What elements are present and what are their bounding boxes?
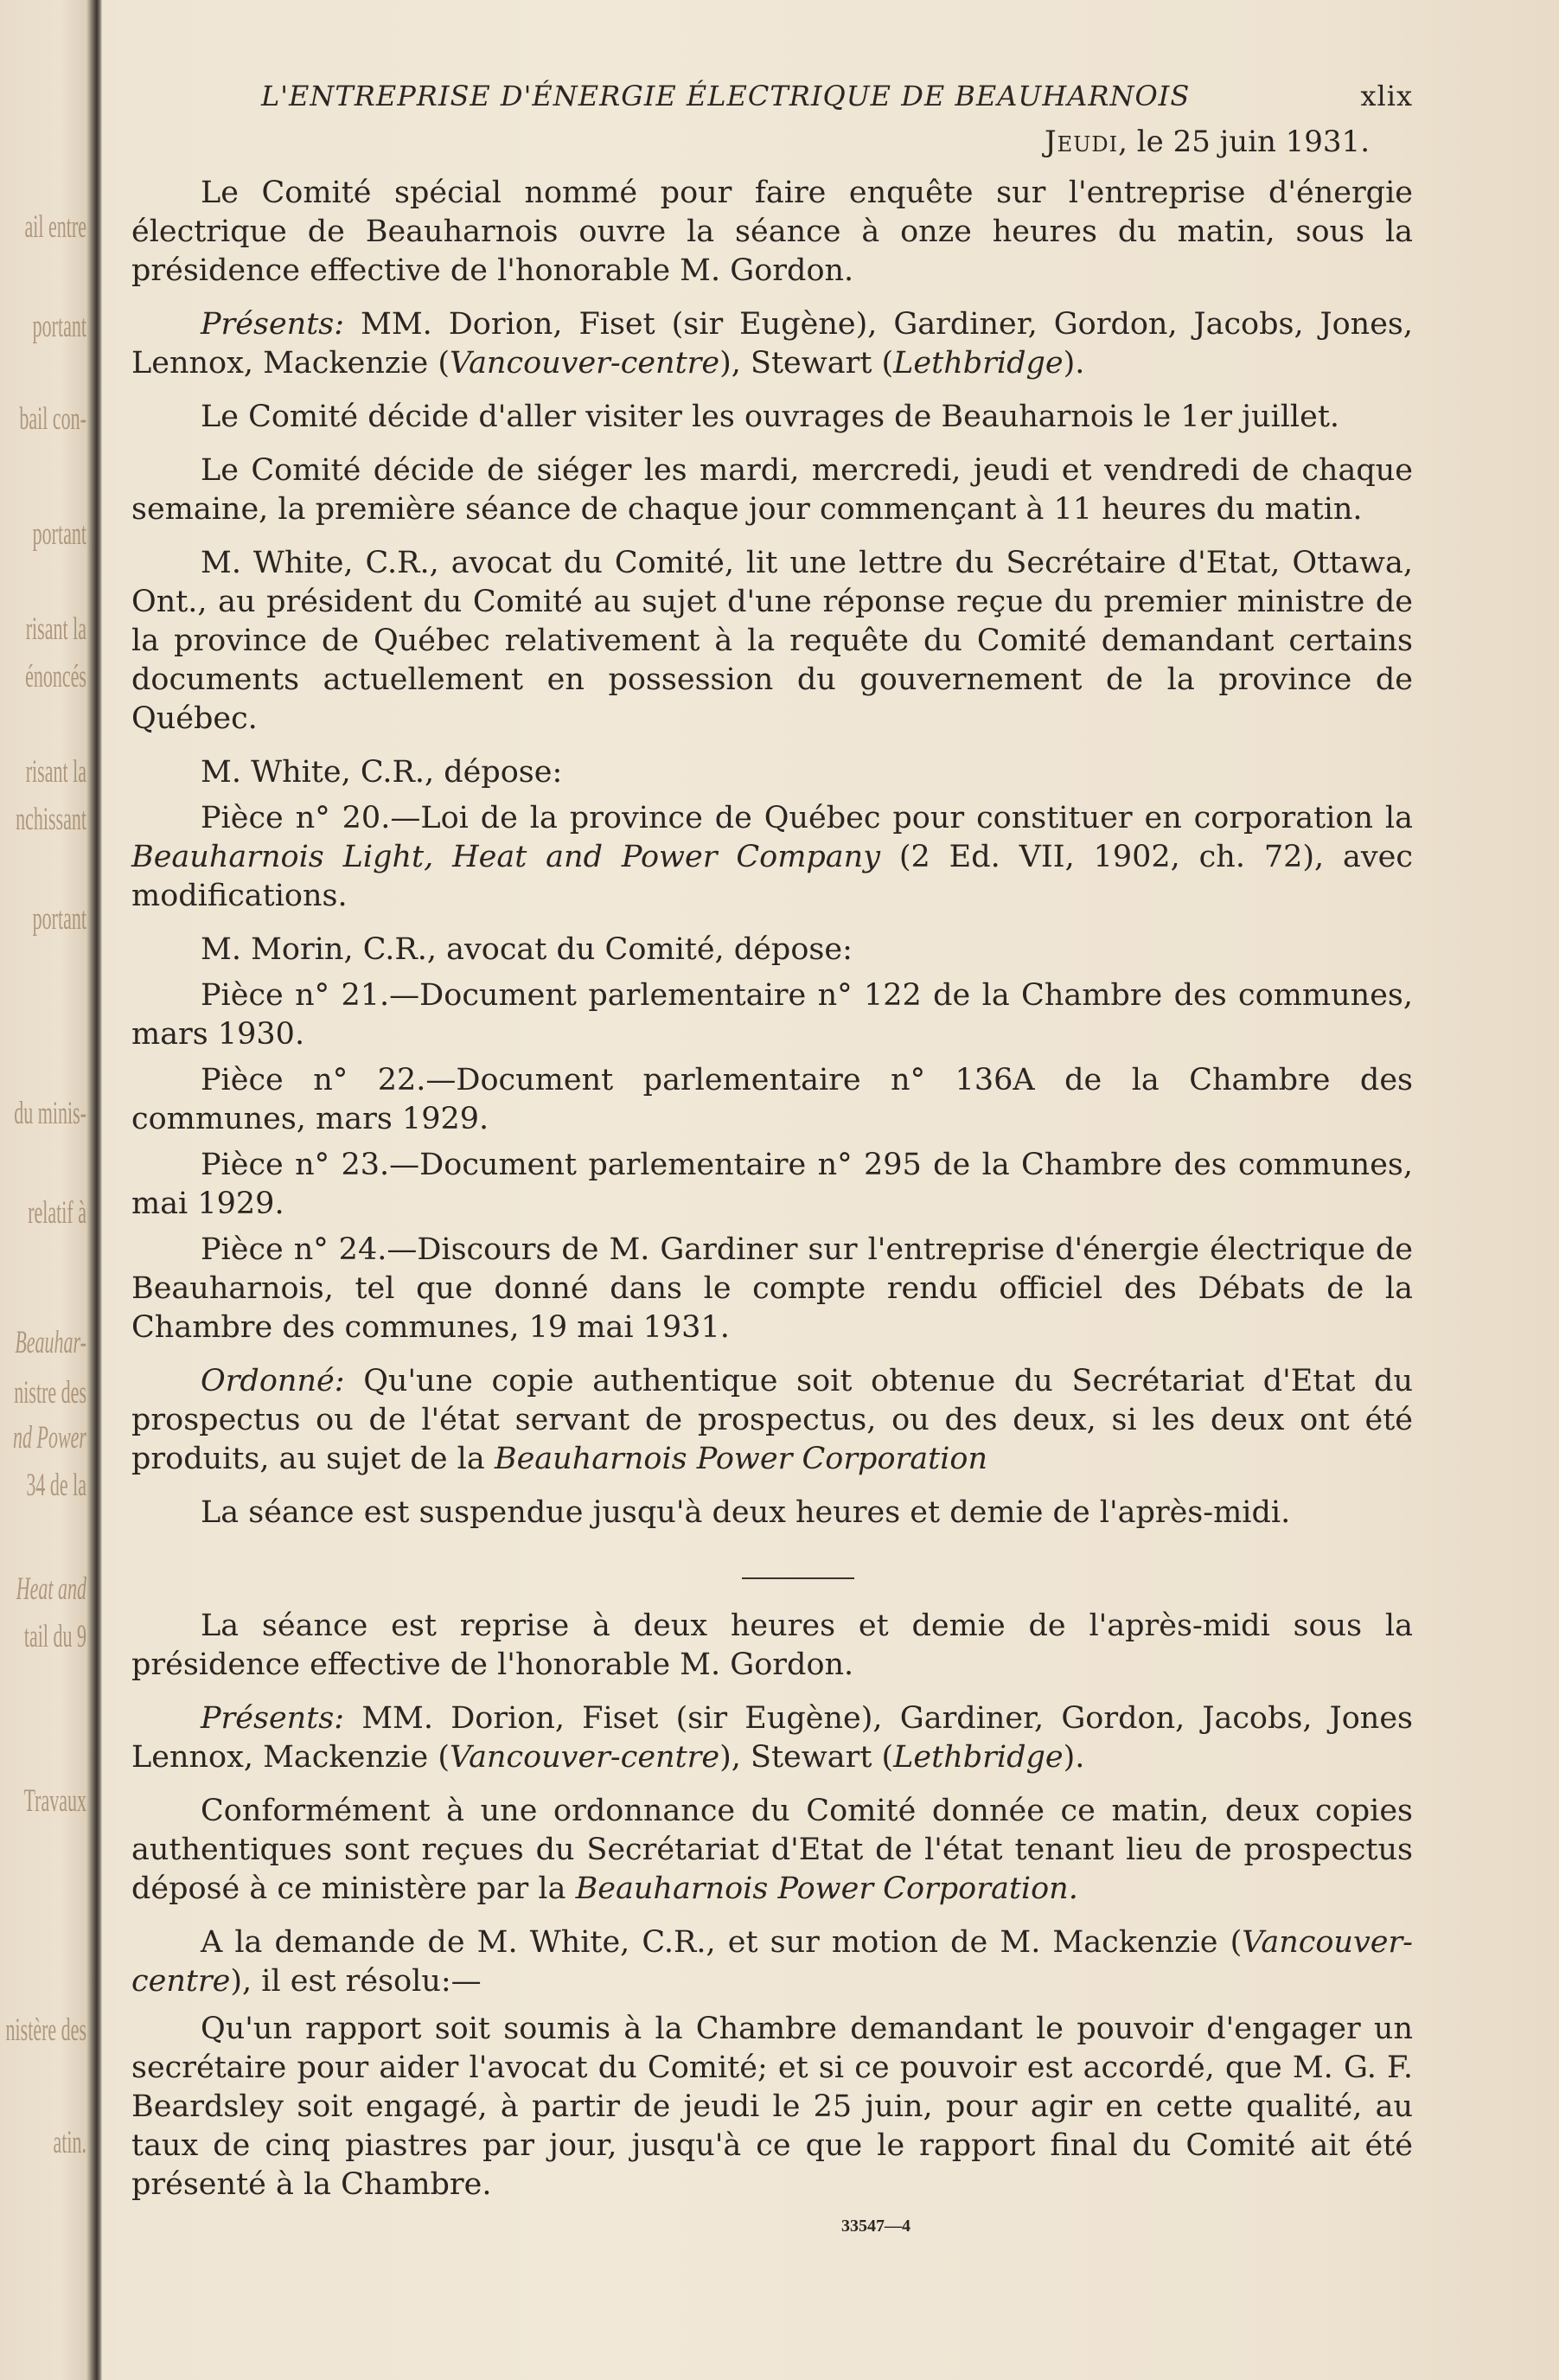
margin-note: énoncés xyxy=(25,657,86,694)
paragraph xyxy=(131,398,1413,437)
paragraph-attendance xyxy=(131,305,1413,383)
riding-name: Vancouver-centre xyxy=(450,346,720,381)
margin-note: 34 de la xyxy=(26,1466,86,1503)
exhibit-item xyxy=(131,976,1413,1054)
paragraph-text: Le Comité décide d'aller visiter les ouvrages de Beauharnois le 1er juillet. xyxy=(201,400,1340,434)
paragraph-text: A la demande de M. White, C.R., et sur motion de M. Mackenzie ( xyxy=(201,1925,1243,1960)
margin-note: portant xyxy=(32,307,86,344)
attendance-label: Présents: xyxy=(201,307,345,342)
paragraph-text: ). xyxy=(1063,1740,1085,1775)
paragraph-text: MM. Dorion, Fiset (sir Eugène), Gardiner, Gordon, Jacobs, Jones Lennox, Mackenzie ( xyxy=(131,1701,1413,1775)
paragraph-text: La séance est suspendue jusqu'à deux heures et demie de l'après-midi. xyxy=(201,1495,1291,1530)
running-title: L'ENTREPRISE D'ÉNERGIE ÉLECTRIQUE DE BEAUHARNOIS xyxy=(261,80,1191,112)
paragraph-text: ), il est résolu:— xyxy=(230,1964,482,1999)
riding-name: Lethbridge xyxy=(893,1740,1064,1775)
margin-note: ail entre xyxy=(24,208,86,245)
margin-note: atin. xyxy=(53,2123,86,2160)
margin-note: nistère des xyxy=(5,2011,86,2048)
company-name: Beauharnois Light, Heat and Power Company xyxy=(131,840,880,874)
margin-note: nd Power xyxy=(13,1418,86,1456)
paragraph-text: Pièce n° 24.—Discours de M. Gardiner sur l'entreprise d'énergie électrique de Beauharnois, tel que donné dans le compte rendu officiel des Débats de la Chambre des communes, 19 mai 1931. xyxy=(131,1232,1413,1345)
margin-note: Beauhar- xyxy=(15,1323,86,1360)
riding-name: Vancouver-centre xyxy=(450,1740,720,1775)
paragraph xyxy=(131,1494,1413,1532)
exhibit-item xyxy=(131,1146,1413,1224)
margin-note: Travaux xyxy=(23,1782,86,1819)
paragraph-text: MM. Dorion, Fiset (sir Eugène), Gardiner, Gordon, Jacobs, Jones, Lennox, Mackenzie ( xyxy=(131,307,1413,381)
paragraph-text: M. White, C.R., avocat du Comité, lit une lettre du Secrétaire d'Etat, Ottawa, Ont., au président du Comité au sujet d'une réponse reçue du premier ministre de la province de Québec relativement à la requête du Comité demandant certains documents actuellement en possession du gouvernement de la province de Québec. xyxy=(131,546,1413,736)
exhibit-item xyxy=(131,799,1413,916)
paragraph-text: Qu'une copie authentique soit obtenue du Secrétariat d'Etat du prospectus ou de l'état servant de prospectus, ou des deux, si les deux ont été produits, au sujet de la xyxy=(131,1364,1413,1476)
paragraph xyxy=(131,1792,1413,1909)
paragraph-text: Le Comité décide de siéger les mardi, mercredi, jeudi et vendredi de chaque semaine, la première séance de chaque jour commençant à 11 heures du matin. xyxy=(131,453,1413,527)
attendance-label: Présents: xyxy=(201,1701,345,1736)
paragraph xyxy=(131,451,1413,529)
dateline-day: Jeudi xyxy=(1045,125,1119,159)
margin-note: nistre des xyxy=(14,1373,86,1411)
paragraph-text: Le Comité spécial nommé pour faire enquête sur l'entreprise d'énergie électrique de Beauharnois ouvre la séance à onze heures du matin, sous la présidence effective de l'honorable M. Gordon. xyxy=(131,176,1413,288)
paragraph-text: La séance est reprise à deux heures et demie de l'après-midi sous la présidence effective de l'honorable M. Gordon. xyxy=(131,1609,1413,1682)
margin-note: du minis- xyxy=(14,1094,86,1131)
paragraph-text: ), Stewart ( xyxy=(719,1740,894,1775)
paragraph-text: Pièce n° 21.—Document parlementaire n° 122 de la Chambre des communes, mars 1930. xyxy=(131,978,1413,1052)
margin-note: Heat and xyxy=(16,1570,86,1607)
paragraph-text: ), Stewart ( xyxy=(719,346,894,381)
margin-note: risant la xyxy=(25,752,86,790)
paragraph xyxy=(131,174,1413,291)
paragraph-text: ). xyxy=(1063,346,1085,381)
margin-note: tail du 9 xyxy=(23,1617,86,1654)
paragraph-resolution xyxy=(131,2010,1413,2204)
margin-note: risant la xyxy=(25,610,86,647)
order-label: Ordonné: xyxy=(201,1364,345,1398)
section-divider xyxy=(742,1577,854,1579)
company-name: Beauharnois Power Corporation xyxy=(494,1442,987,1476)
margin-note: bail con- xyxy=(19,400,86,437)
margin-note: portant xyxy=(32,899,86,937)
exhibit-item xyxy=(131,1231,1413,1347)
margin-note: nchissant xyxy=(16,800,86,837)
dateline xyxy=(131,125,1370,159)
paragraph-text: (2 Ed. VII, 1902, ch. 72), avec modifications. xyxy=(131,840,1413,913)
paragraph-text: Pièce n° 20.—Loi de la province de Québec pour constituer en corporation la xyxy=(201,801,1413,835)
paragraph-text: Pièce n° 23.—Document parlementaire n° 295 de la Chambre des communes, mai 1929. xyxy=(131,1148,1413,1221)
page-number: xlix xyxy=(1360,80,1413,112)
paragraph xyxy=(131,931,1413,969)
exhibit-item xyxy=(131,1061,1413,1139)
paragraph-text: M. Morin, C.R., avocat du Comité, dépose: xyxy=(201,932,853,967)
paragraph-text: Qu'un rapport soit soumis à la Chambre demandant le pouvoir d'engager un secrétaire pour aider l'avocat du Comité; et si ce pouvoir est accordé, que M. G. F. Beardsley soit engagé, à partir de jeudi le 25 juin, pour agir en cette qualité, au taux de cinq piastres par jour, jusqu'à ce que le rapport final du Comité ait été présenté à la Chambre. xyxy=(131,2012,1413,2202)
page-content xyxy=(131,80,1413,2236)
paragraph-order xyxy=(131,1362,1413,1479)
running-header xyxy=(261,80,1413,112)
printer-signature: 33547—4 xyxy=(841,2217,910,2236)
paragraph-text: Conformément à une ordonnance du Comité donnée ce matin, deux copies authentiques sont reçues du Secrétariat d'Etat de l'état tenant lieu de prospectus déposé à ce ministère par la xyxy=(131,1794,1413,1906)
margin-note: portant xyxy=(32,515,86,552)
company-name: Beauharnois Power Corporation. xyxy=(575,1871,1078,1906)
paragraph xyxy=(131,1607,1413,1685)
margin-note: relatif à xyxy=(28,1193,86,1231)
riding-name: Vancouver-centre xyxy=(131,1925,1413,1999)
paragraph-text: Pièce n° 22.—Document parlementaire n° 136A de la Chambre des communes, mars 1929. xyxy=(131,1063,1413,1136)
paragraph xyxy=(131,544,1413,739)
paragraph xyxy=(131,1923,1413,2001)
dateline-date: , le 25 juin 1931. xyxy=(1118,125,1370,159)
paragraph xyxy=(131,753,1413,792)
paragraph-attendance xyxy=(131,1699,1413,1777)
riding-name: Lethbridge xyxy=(893,346,1064,381)
paragraph-text: M. White, C.R., dépose: xyxy=(201,755,563,790)
